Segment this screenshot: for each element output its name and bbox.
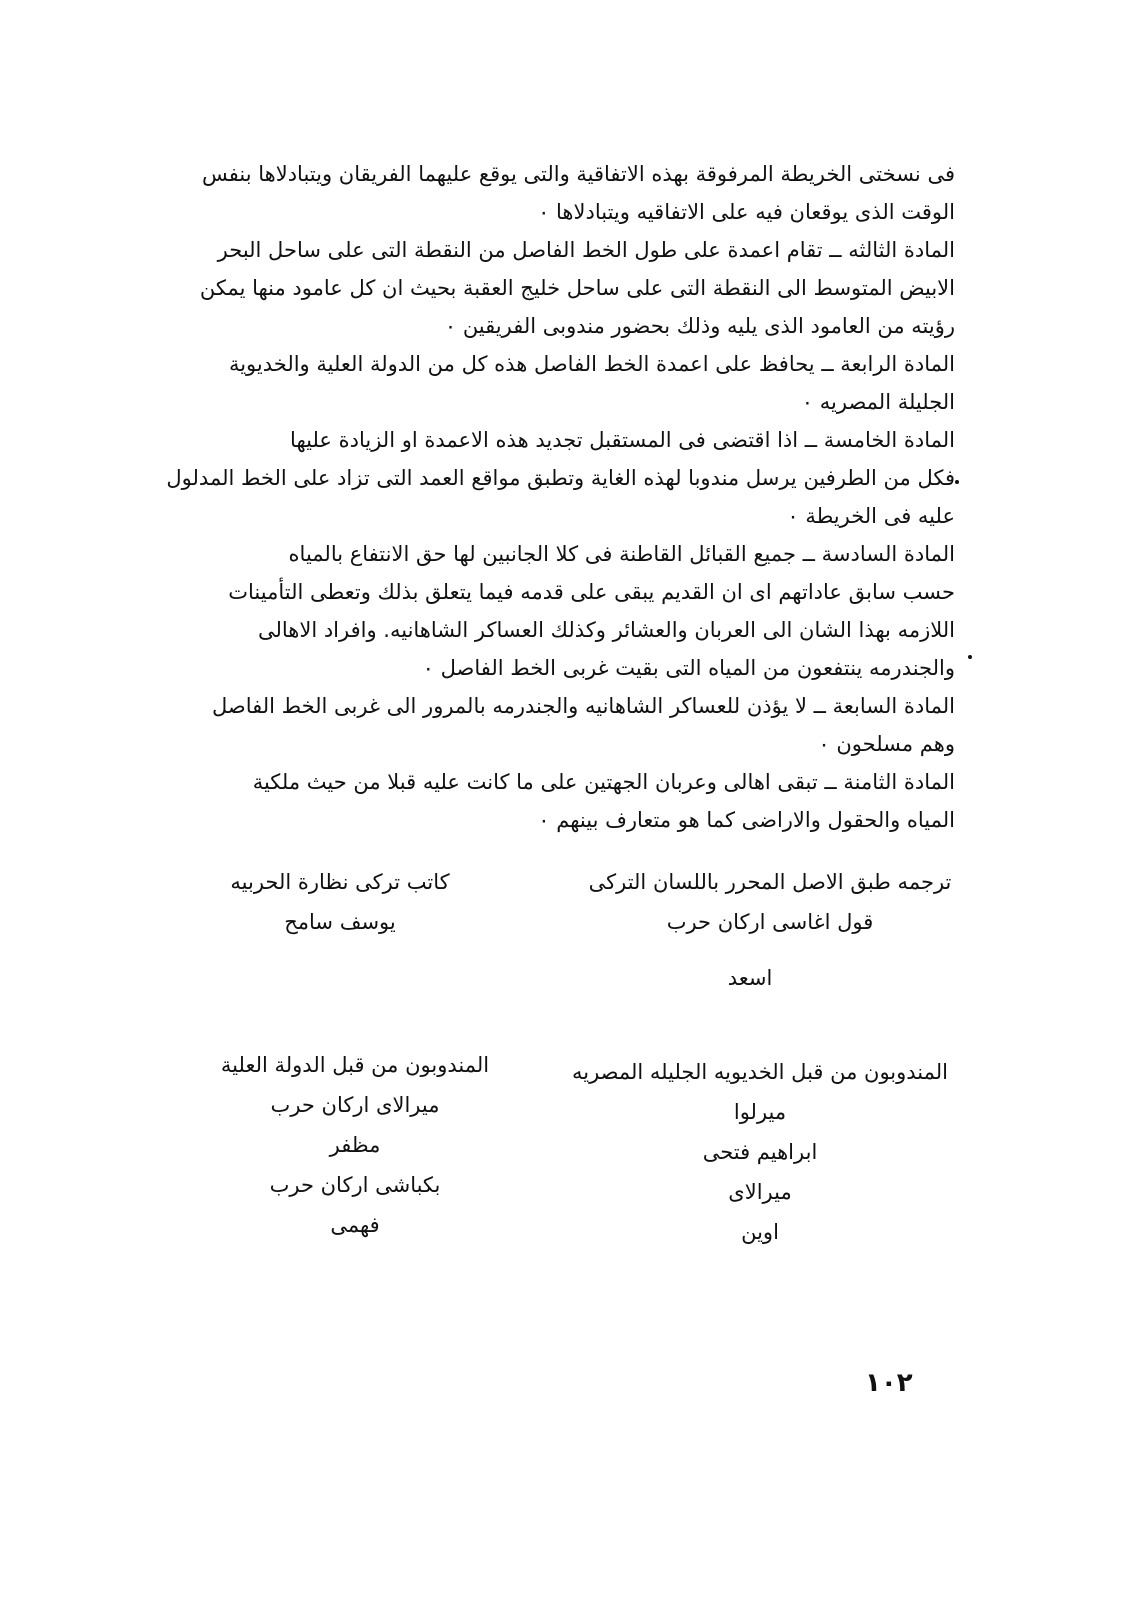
- delegate-name: ابراهيم فتحى: [702, 1140, 818, 1164]
- delegate-rank: بكباشى اركان حرب: [269, 1173, 441, 1197]
- article-three: المادة الثالثه ــ تقام اعمدة على طول الخط الفاصل من النقطة التى على ساحل البحر: [217, 238, 955, 262]
- clerk-name: يوسف سامح: [284, 910, 396, 934]
- delegate-rank: ميرلوا: [733, 1100, 787, 1124]
- egyptian-delegates-heading: المندوبون من قبل الخديويه الجليله المصريه: [571, 1060, 949, 1084]
- text-line: وهم مسلحون ٠: [818, 732, 955, 756]
- delegate-name: فهمى: [330, 1213, 380, 1237]
- text-line: رؤيته من العامود الذى يليه وذلك بحضور مندوبى الفريقين ٠: [444, 314, 955, 338]
- article-seven: المادة السابعة ــ لا يؤذن للعساكر الشاهانيه والجندرمه بالمرور الى غربى الخط الفاصل: [211, 694, 955, 718]
- egyptian-delegates: [560, 1052, 960, 1252]
- translator-title: قول اغاسى اركان حرب: [666, 910, 874, 934]
- text-line: عليه فى الخريطة ٠: [787, 504, 955, 528]
- translation-certification: [580, 862, 960, 942]
- article-eight: المادة الثامنة ــ تبقى اهالى وعربان الجهتين على ما كانت عليه قبلا من حيث ملكية: [252, 770, 955, 794]
- article-five: المادة الخامسة ــ اذا اقتضى فى المستقبل تجديد هذه الاعمدة او الزيادة عليها: [290, 428, 955, 452]
- text-line: الوقت الذى يوقعان فيه على الاتفاقيه ويتبادلاها ٠: [538, 200, 955, 224]
- delegate-rank: ميرالاى: [728, 1180, 792, 1204]
- translation-statement: ترجمه طبق الاصل المحرر باللسان التركى: [588, 870, 952, 894]
- page-number: ١٠٢: [865, 1368, 913, 1398]
- text-line: المياه والحقول والاراضى كما هو متعارف بينهم ٠: [538, 808, 955, 832]
- text-line: فكل من الطرفين يرسل مندوبا لهذه الغاية وتطبق مواقع العمد التى تزاد على الخط المدلول: [166, 466, 955, 490]
- translator-signature: [700, 958, 800, 998]
- text-line: الجليلة المصريه ٠: [801, 390, 955, 414]
- clerk-signature: [205, 862, 475, 942]
- ink-speck: [955, 480, 959, 484]
- ottoman-delegates: [200, 1045, 510, 1245]
- ottoman-delegates-heading: المندوبون من قبل الدولة العلية: [220, 1053, 490, 1077]
- delegate-name: اوين: [741, 1220, 779, 1244]
- ink-speck: [968, 655, 972, 659]
- clerk-title: كاتب تركى نظارة الحربيه: [230, 870, 450, 894]
- text-line: الابيض المتوسط الى النقطة التى على ساحل خليج العقبة بحيث ان كل عامود منها يمكن: [199, 276, 955, 300]
- text-line: اللازمه بهذا الشان الى العربان والعشائر وكذلك العساكر الشاهانيه. وافراد الاهالى: [257, 618, 955, 642]
- article-six: المادة السادسة ــ جميع القبائل القاطنة فى كلا الجانبين لها حق الانتفاع بالمياه: [288, 542, 955, 566]
- delegate-name: مظفر: [329, 1133, 381, 1157]
- treaty-text: [165, 155, 955, 839]
- text-line: والجندرمه ينتفعون من المياه التى بقيت غربى الخط الفاصل ٠: [422, 656, 955, 680]
- article-four: المادة الرابعة ــ يحافظ على اعمدة الخط الفاصل هذه كل من الدولة العلية والخديوية: [228, 352, 955, 376]
- text-line: حسب سابق عاداتهم اى ان القديم يبقى على قدمه فيما يتعلق بذلك وتعطى التأمينات: [228, 580, 955, 604]
- text-line: فى نسختى الخريطة المرفوقة بهذه الاتفاقية والتى يوقع عليهما الفريقان ويتبادلاها بنفس: [202, 162, 955, 186]
- delegate-rank: ميرالاى اركان حرب: [270, 1093, 440, 1117]
- translator-name: اسعد: [727, 966, 773, 990]
